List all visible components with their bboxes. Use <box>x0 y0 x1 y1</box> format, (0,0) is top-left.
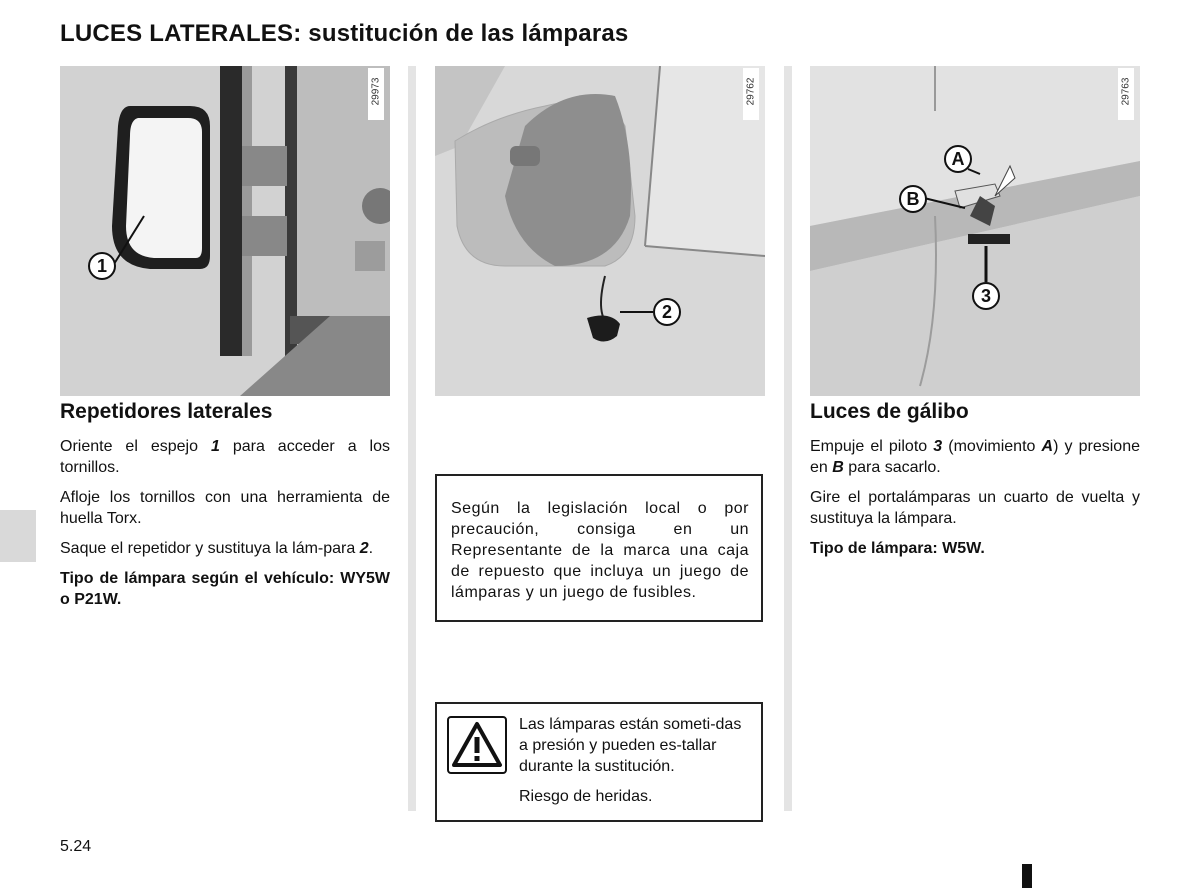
section-heading: Luces de gálibo <box>810 400 969 423</box>
info-note-box: Según la legislación local o por precaución, consiga en un Representante de la marca una caja de repuesto que incluya un juego de lámparas y un juego de fusibles. <box>435 474 763 622</box>
figure-side-mirror <box>60 66 390 396</box>
warning-box <box>435 702 763 822</box>
leader-line <box>60 66 390 396</box>
figure-side-repeater <box>435 66 765 396</box>
callout-B: B <box>899 185 927 213</box>
warning-triangle-icon <box>447 716 507 774</box>
callout-1: 1 <box>88 252 116 280</box>
lamp-type: Tipo de lámpara según el vehículo: WY5W o P21W. <box>60 570 390 608</box>
leader-line <box>435 66 765 396</box>
left-column <box>60 400 390 619</box>
paragraph: Oriente el espejo 1 para acceder a los tornillos. <box>60 438 390 476</box>
paragraph: Riesgo de heridas. <box>519 788 653 805</box>
leader-line <box>810 66 1140 396</box>
paragraph: Afloje los tornillos con una herramienta de huella Torx. <box>60 489 390 527</box>
page-title: LUCES LATERALES: sustitución de las lámparas <box>60 20 629 47</box>
lamp-type: Tipo de lámpara: W5W. <box>810 540 985 557</box>
column-divider <box>408 66 416 811</box>
page-edge-marker <box>1022 864 1032 888</box>
figure-reference: 29762 <box>743 68 759 120</box>
paragraph: Empuje el piloto 3 (movimiento A) y presione en B para sacarlo. <box>810 438 1140 476</box>
callout-A: A <box>944 145 972 173</box>
paragraph: Gire el portalámparas un cuarto de vuelta y sustituya la lámpara. <box>810 489 1140 527</box>
figure-reference: 29763 <box>1118 68 1134 120</box>
callout-2: 2 <box>653 298 681 326</box>
column-divider <box>784 66 792 811</box>
callout-3: 3 <box>972 282 1000 310</box>
paragraph: Saque el repetidor y sustituya la lám-para 2. <box>60 540 374 557</box>
page-number: 5.24 <box>60 838 92 855</box>
right-column <box>810 400 1140 568</box>
section-tab <box>0 510 36 562</box>
figure-marker-lamp <box>810 66 1140 396</box>
figure-reference: 29973 <box>368 68 384 120</box>
section-heading: Repetidores laterales <box>60 400 273 423</box>
warning-text <box>519 714 751 816</box>
paragraph: Las lámparas están someti-das a presión y pueden es-tallar durante la sustitución. <box>519 716 742 775</box>
